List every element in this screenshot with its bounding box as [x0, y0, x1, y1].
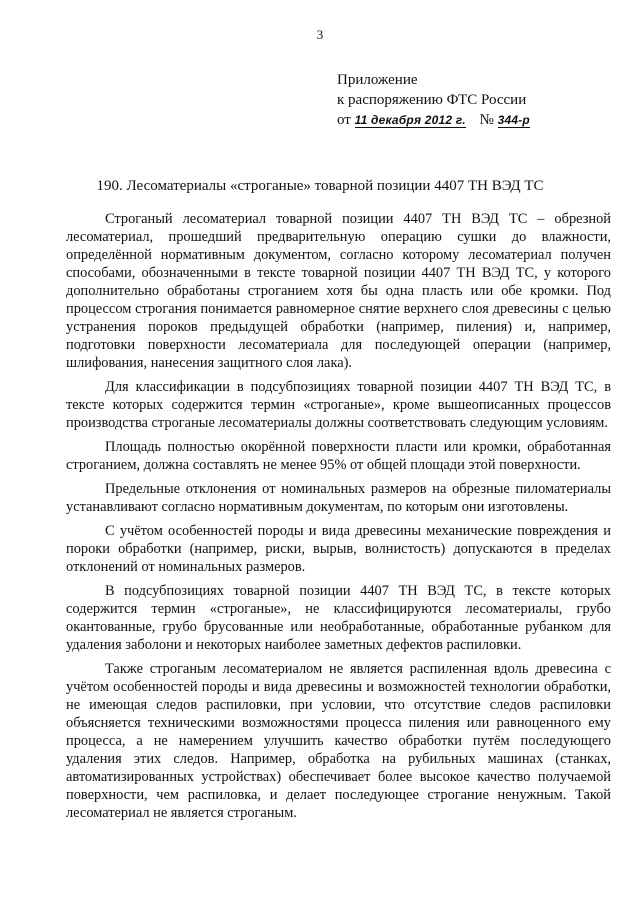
paragraph: Строганый лесоматериал товарной позиции 4407 ТН ВЭД ТС – обрезной лесоматериал, прошедший предварительную операцию сушки до влажности, определённой нормативным документом, согласно которому лесоматериал получен способами, обозначенными в тексте товарной позиции 4407 ТН ВЭД ТС, у которого дополнительно обработаны строганием хотя бы одна пласть или обе кромки. Под процессом строгания понимается равномерное снятие верхнего слоя древесины с целью устранения пороков предыдущей обработки (например, пиления) и, например, подготовки поверхности лесоматериала для последующей операции (например, шлифования, нанесения защитного слоя лака). [66, 211, 611, 371]
paragraph: Для классификации в подсубпозициях товарной позиции 4407 ТН ВЭД ТС, в тексте которых содержится термин «строганые», кроме вышеописанных процессов производства строганые лесоматериалы должны соответствовать следующим условиям. [66, 379, 611, 431]
number-value: 344-р [497, 113, 530, 127]
paragraph: С учётом особенностей породы и вида древесины механические повреждения и пороки обработки (например, риски, вырыв, волнистость) допускаются в пределах отклонений от номинальных размеров. [66, 523, 611, 575]
annex-header [337, 70, 530, 130]
page-number: 3 [316, 27, 324, 42]
paragraph: Также строганым лесоматериалом не является распиленная вдоль древесина с учётом особенностей породы и вида древесины и возможностей технологии обработки, не имеющая следов распиловки, при условии, что отсутствие следов распиловки объясняется техническими возможностями процесса пиления или равноценного ему процесса, а не намерением улучшить качество обработки путём последующего удаления этих следов. Например, обработка на рубильных машинах (станках, автоматизированных устройствах) обеспечивает более высокое качество получаемой поверхности, чем распиловка, и делает последующее строгание ненужным. Такой лесоматериал не является строганым. [66, 661, 611, 821]
date-value: 11 декабря 2012 г. [354, 113, 466, 127]
annex-title: Приложение [337, 72, 418, 88]
paragraph: Площадь полностью окорённой поверхности пласти или кромки, обработанная строганием, должна составлять не менее 95% от общей площади этой поверхности. [66, 439, 611, 473]
number-prefix: № [479, 112, 494, 128]
annex-order-reference: к распоряжению ФТС России [337, 92, 527, 108]
body-text [66, 210, 611, 822]
paragraph: В подсубпозициях товарной позиции 4407 ТН ВЭД ТС, в тексте которых содержится термин «строганые», не классифицируются лесоматериалы, грубо окантованные, грубо брусованные или необработанные, обработанные рубанком для удаления заболони и некоторых наиболее заметных дефектов распиловки. [66, 583, 611, 653]
annex-date-number [337, 110, 530, 130]
paragraph: Предельные отклонения от номинальных размеров на обрезные пиломатериалы устанавливают согласно нормативным документам, по которым они изготовлены. [66, 481, 611, 515]
date-prefix: от [337, 112, 351, 128]
section-title: 190. Лесоматериалы «строганые» товарной позиции 4407 ТН ВЭД ТС [96, 178, 544, 194]
